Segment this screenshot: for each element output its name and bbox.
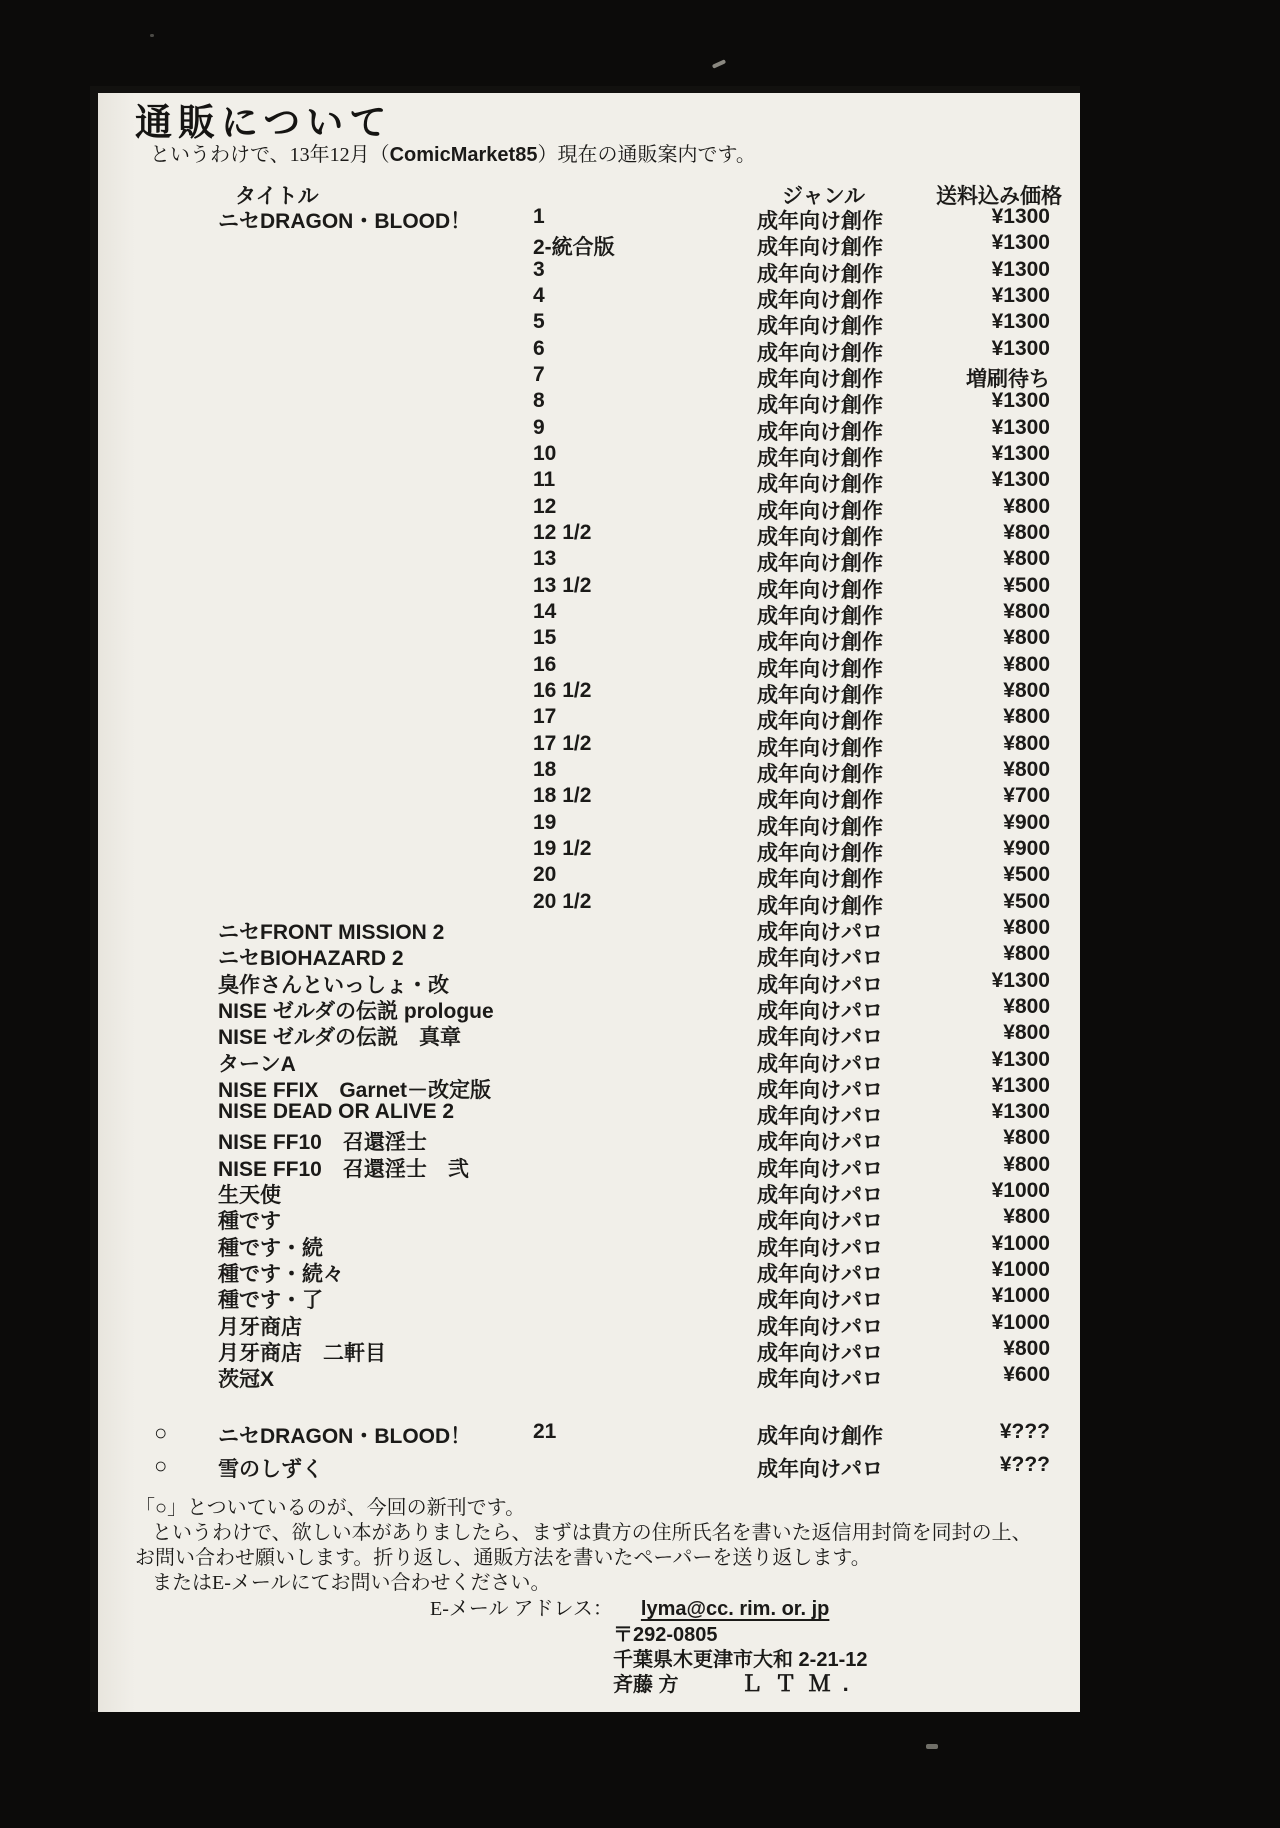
item-price: ¥1000 [991,1284,1050,1308]
email-line [430,1592,829,1621]
table-row [90,1258,1080,1287]
item-price: ¥1300 [991,1073,1050,1097]
table-row [90,811,1080,837]
item-number: 9 [533,415,545,439]
item-price: ¥1300 [991,968,1050,992]
postal-code: 〒292-0805 [613,1624,718,1646]
intro-event-name: ComicMarket85 [389,144,538,166]
item-genre: 成年向け創作 [757,367,883,391]
item-genre: 成年向けパロ [757,1184,883,1208]
care-of-line [613,1667,861,1698]
item-genre: 成年向け創作 [757,499,883,523]
item-genre: 成年向けパロ [757,1236,883,1260]
item-genre: 成年向け創作 [757,683,883,707]
item-genre: 成年向けパロ [757,1052,883,1076]
item-price: ¥1000 [991,1231,1050,1255]
address-line: 千葉県木更津市大和 2-21-12 [613,1649,868,1671]
item-number: 10 [533,441,557,465]
item-genre: 成年向けパロ [757,1210,883,1234]
item-number: 16 1/2 [533,678,592,702]
table-row [90,547,1080,576]
item-price: ¥??? [999,1453,1050,1476]
item-price: ¥800 [1003,757,1050,781]
item-genre: 成年向けパロ [757,1315,883,1339]
table-row [90,258,1080,284]
table-row [90,1311,1080,1337]
item-price: ¥1300 [991,310,1050,334]
item-title: 種です・続々 [218,1263,344,1287]
item-price: ¥800 [1003,547,1050,571]
item-genre: 成年向け創作 [757,894,883,918]
item-genre: 成年向け創作 [757,341,883,365]
table-row [90,1284,1080,1313]
item-genre: 成年向け創作 [757,657,883,681]
recipient-name: 斉藤 方 [613,1674,679,1696]
item-genre: 成年向けパロ [757,1026,883,1050]
item-price: ¥1300 [991,205,1050,228]
item-title: 雪のしずく [218,1458,323,1481]
item-title: NISE ゼルダの伝説 真章 [218,1026,462,1050]
item-price: ¥800 [1003,915,1050,939]
item-title: 種です [218,1210,281,1234]
table-row [90,337,1080,363]
table-row [90,705,1080,734]
email-address: lyma@cc. rim. or. jp [640,1598,830,1620]
table-row [90,284,1080,310]
table-row [90,416,1080,442]
item-number: 12 1/2 [533,520,592,544]
table-row [90,1021,1080,1050]
footer-note-line: またはE-メールにてお問い合わせください。 [152,1572,551,1594]
item-price: ¥900 [1003,836,1050,860]
item-genre: 成年向けパロ [757,1458,883,1481]
item-price: ¥700 [1003,784,1050,808]
item-price: ¥1300 [991,336,1050,360]
item-genre: 成年向け創作 [757,815,883,839]
table-row [90,468,1080,497]
item-title: 種です・了 [218,1289,323,1313]
table-row [90,389,1080,418]
item-price: ¥500 [1003,863,1050,887]
item-price: ¥800 [1003,1337,1050,1361]
item-title: ニセDRAGON・BLOOD！ [218,1425,472,1448]
item-number: 19 [533,810,557,834]
item-number: 20 [533,863,557,887]
item-number: 4 [533,283,545,307]
item-price: 増刷待ち [966,367,1050,391]
column-header-genre: ジャンル [782,185,866,208]
item-price: ¥1000 [991,1258,1050,1282]
item-genre: 成年向け創作 [757,710,883,734]
item-genre: 成年向け創作 [757,236,883,260]
new-release-row [90,1420,1080,1453]
item-title: 生天使 [218,1184,281,1208]
table-row [90,784,1080,813]
table-row [90,310,1080,339]
item-price: ¥600 [1003,1363,1050,1387]
item-genre: 成年向けパロ [757,1289,883,1313]
item-title: 月牙商店 [218,1315,302,1339]
page-title: 通販について [135,102,393,143]
item-price: ¥800 [1003,1205,1050,1229]
item-price: ¥800 [1003,652,1050,676]
table-row [90,1048,1080,1074]
table-row [90,231,1080,260]
item-title: NISE FF10 召還淫士 弐 [218,1157,469,1181]
item-price: ¥800 [1003,599,1050,623]
item-price: ¥??? [999,1420,1050,1443]
item-price: ¥1300 [991,468,1050,492]
item-genre: 成年向けパロ [757,973,883,997]
table-row [90,442,1080,468]
footer-notes [135,1496,1075,1596]
item-genre: 成年向け創作 [757,210,883,233]
intro-pre: というわけで、13年12月（ [150,144,390,166]
item-title: ターンA [218,1052,296,1076]
new-release-table [90,1420,1080,1486]
new-release-mark: ○ [154,1420,168,1445]
item-title: 茨冠X [218,1368,275,1392]
item-genre: 成年向けパロ [757,1368,883,1392]
item-title: NISE ゼルダの伝説 prologue [218,999,494,1023]
item-price: ¥900 [1003,810,1050,834]
item-title: ニセFRONT MISSION 2 [218,920,445,944]
item-number: 19 1/2 [533,836,592,860]
item-price: ¥1300 [991,257,1050,281]
table-row [90,837,1080,863]
item-number: 6 [533,336,545,360]
item-number: 11 [533,468,556,492]
item-number: 18 1/2 [533,784,592,808]
table-row [90,1232,1080,1258]
item-price: ¥1000 [991,1310,1050,1334]
item-title: 臭作さんといっしょ・改 [218,973,449,997]
item-title: ニセBIOHAZARD 2 [218,947,404,971]
item-genre: 成年向け創作 [757,631,883,655]
table-row [90,1337,1080,1366]
item-price: ¥1300 [991,415,1050,439]
item-genre: 成年向けパロ [757,920,883,944]
table-row [90,495,1080,521]
item-number: 17 1/2 [533,731,592,755]
table-row [90,653,1080,679]
table-row [90,863,1080,892]
item-price: ¥800 [1003,678,1050,702]
item-price: ¥1000 [991,1179,1050,1203]
dust-speck [926,1744,938,1749]
new-release-row [90,1453,1080,1486]
item-title: 月牙商店 二軒目 [218,1342,386,1366]
item-genre: 成年向け創作 [757,736,883,760]
item-price: ¥800 [1003,1021,1050,1045]
paper-sheet [90,86,1080,1712]
item-genre: 成年向け創作 [757,868,883,892]
item-genre: 成年向けパロ [757,1263,883,1287]
table-row [90,1074,1080,1100]
item-price: ¥800 [1003,626,1050,650]
table-row [90,758,1080,784]
item-number: 14 [533,599,557,623]
item-title: ニセDRAGON・BLOOD！ [218,210,472,233]
item-genre: 成年向けパロ [757,1131,883,1155]
item-price: ¥800 [1003,1126,1050,1150]
item-number: 16 [533,652,557,676]
item-genre: 成年向け創作 [757,473,883,497]
footer-note-line: お問い合わせ願いします。折り返し、通販方法を書いたペーパーを送り返します。 [135,1547,871,1569]
circle-name: ＬＴＭ. [740,1671,861,1696]
item-price: ¥800 [1003,705,1050,729]
item-genre: 成年向け創作 [757,604,883,628]
item-genre: 成年向けパロ [757,1157,883,1181]
item-genre: 成年向け創作 [757,552,883,576]
item-genre: 成年向け創作 [757,1425,883,1448]
item-price: ¥800 [1003,1152,1050,1176]
column-header-price: 送料込み価格 [936,185,1062,208]
item-number: 13 [533,547,557,571]
item-price: ¥500 [1003,889,1050,913]
item-genre: 成年向け創作 [757,288,883,312]
table-row [90,574,1080,600]
item-genre: 成年向け創作 [757,789,883,813]
item-number: 7 [533,362,545,386]
item-price: ¥800 [1003,994,1050,1018]
item-number: 5 [533,310,545,334]
table-row [90,732,1080,758]
item-genre: 成年向け創作 [757,841,883,865]
item-number: 15 [533,626,557,650]
table-row [90,890,1080,916]
item-genre: 成年向け創作 [757,315,883,339]
item-number: 12 [533,494,557,518]
item-price: ¥1300 [991,1047,1050,1071]
table-row [90,1153,1080,1179]
table-row [90,626,1080,655]
table-row [90,1100,1080,1129]
intro-post: ）現在の通販案内です。 [537,144,756,166]
item-title: NISE DEAD OR ALIVE 2 [218,1100,455,1124]
item-genre: 成年向けパロ [757,1105,883,1129]
item-price: ¥1300 [991,231,1050,255]
footer-note-line: 「○」とついているのが、今回の新刊です。 [135,1497,526,1519]
table-row [90,1126,1080,1155]
price-table [90,205,1080,1390]
dust-speck [712,59,726,69]
intro-line [150,138,756,167]
item-price: ¥800 [1003,731,1050,755]
table-row [90,1205,1080,1234]
table-row [90,916,1080,942]
item-number: 20 1/2 [533,889,592,913]
item-number: 21 [533,1420,557,1443]
item-number: 3 [533,257,545,281]
item-number: 1 [533,205,545,228]
table-header-row [90,180,1080,208]
item-number: 13 1/2 [533,573,592,597]
item-price: ¥800 [1003,942,1050,966]
table-row [90,679,1080,705]
item-genre: 成年向け創作 [757,525,883,549]
item-number: 2-統合版 [533,236,615,260]
table-row [90,1179,1080,1208]
email-label: E-メール アドレス： [430,1598,613,1620]
item-number: 8 [533,389,545,413]
item-genre: 成年向け創作 [757,762,883,786]
table-row [90,521,1080,547]
footer-note-line: というわけで、欲しい本がありましたら、まずは貴方の住所氏名を書いた返信用封筒を同封の上、 [152,1522,1032,1544]
table-row [90,205,1080,231]
item-genre: 成年向け創作 [757,578,883,602]
item-price: ¥800 [1003,494,1050,518]
table-row [90,995,1080,1021]
item-genre: 成年向け創作 [757,394,883,418]
item-genre: 成年向け創作 [757,420,883,444]
item-price: ¥1300 [991,283,1050,307]
item-number: 17 [533,705,557,729]
item-title: 種です・続 [218,1236,323,1260]
item-genre: 成年向けパロ [757,999,883,1023]
item-title: NISE FF10 召還淫士 [218,1131,427,1155]
table-row [90,942,1080,971]
item-genre: 成年向け創作 [757,262,883,286]
item-number: 18 [533,757,557,781]
item-price: ¥1300 [991,1100,1050,1124]
dust-speck [150,34,154,37]
item-genre: 成年向けパロ [757,1078,883,1102]
table-row [90,969,1080,995]
item-genre: 成年向けパロ [757,1342,883,1366]
table-row [90,1363,1080,1392]
item-genre: 成年向け創作 [757,446,883,470]
column-header-title: タイトル [235,185,319,208]
item-price: ¥1300 [991,389,1050,413]
new-release-mark: ○ [154,1453,168,1478]
item-price: ¥500 [1003,573,1050,597]
item-price: ¥800 [1003,520,1050,544]
item-price: ¥1300 [991,441,1050,465]
item-genre: 成年向けパロ [757,947,883,971]
table-row [90,600,1080,626]
item-title: NISE FFIX Garnet－改定版 [218,1078,492,1102]
table-row [90,363,1080,389]
